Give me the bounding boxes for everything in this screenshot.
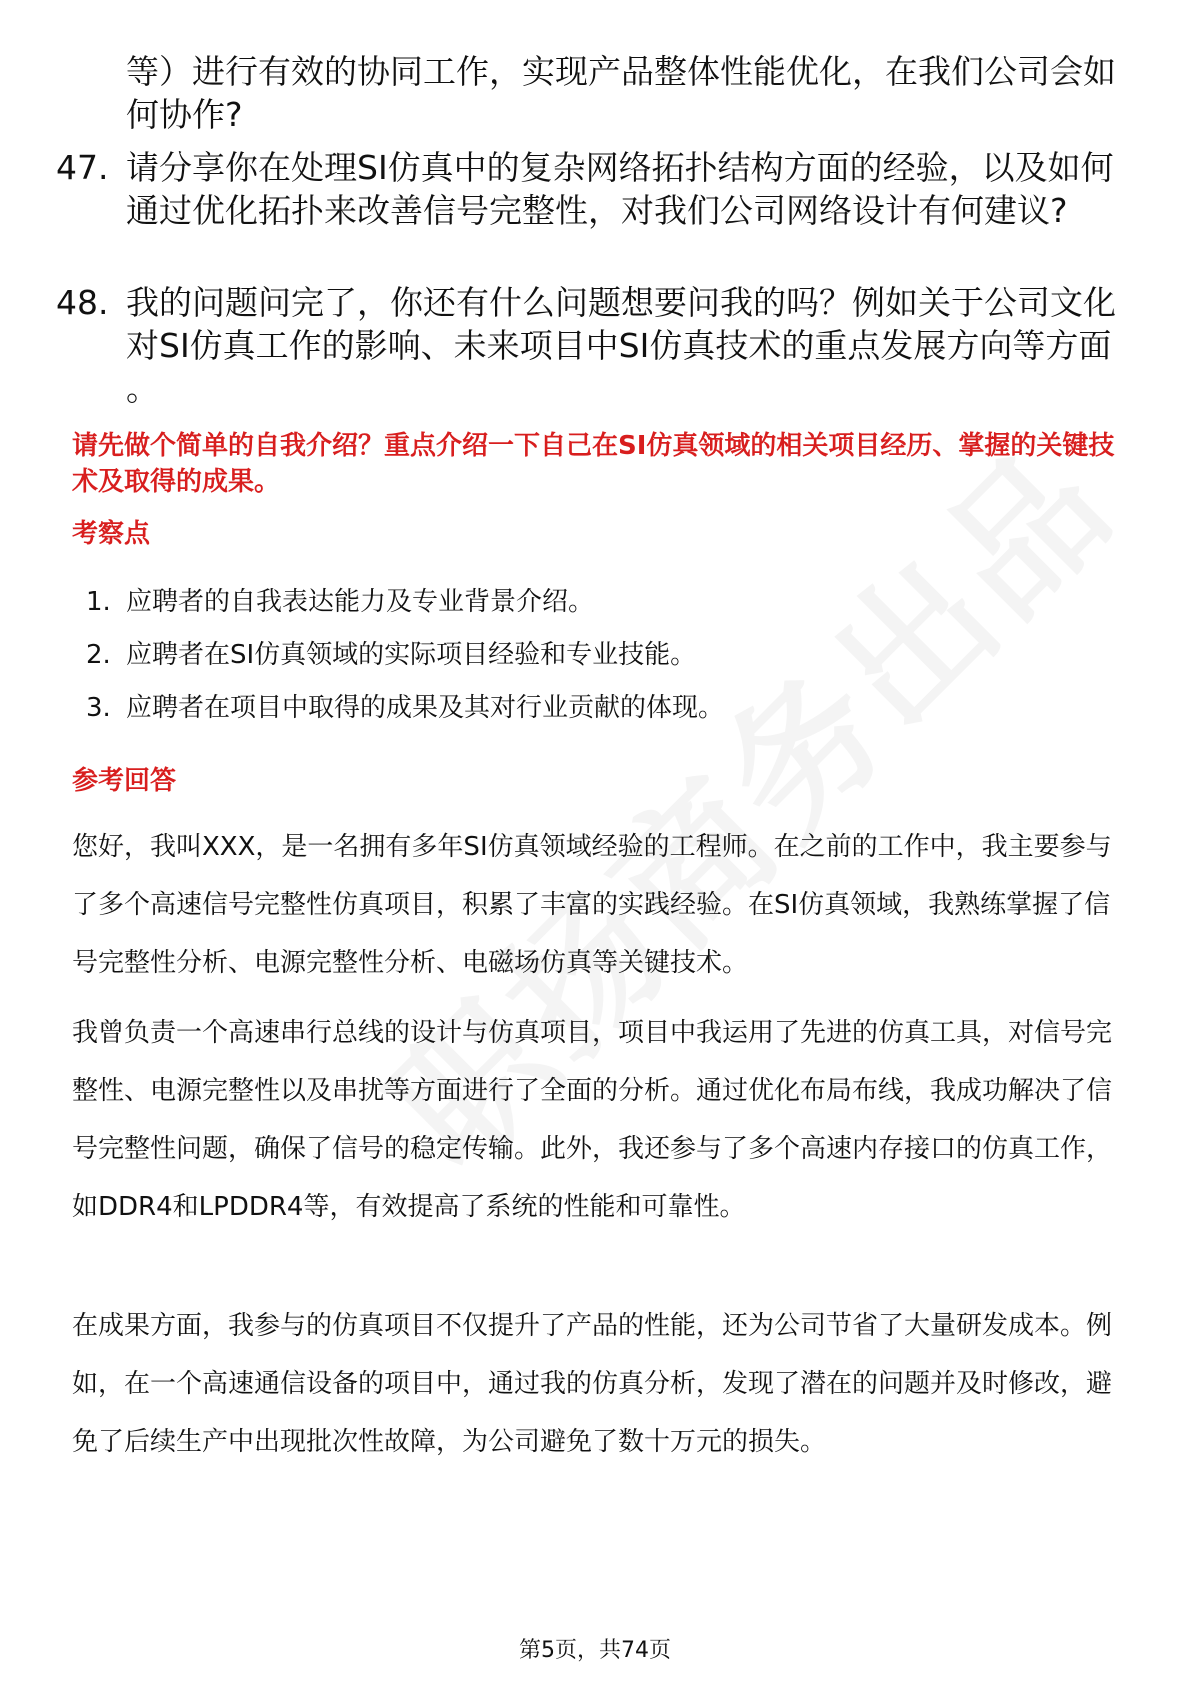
answer-title: 参考回答 — [72, 766, 177, 796]
question-text: 我的问题问完了，你还有什么问题想要问我的吗？例如关于公司文化对SI仿真工作的影响、未来项目中SI仿真技术的重点发展方向等方面 。 — [126, 283, 1116, 408]
list-item-text: 应聘者在项目中取得的成果及其对行业贡献的体现。 — [126, 693, 725, 723]
question-continuation: 等）进行有效的协同工作，实现产品整体性能优化，在我们公司会如何协作? — [126, 52, 1116, 134]
list-item — [86, 690, 1126, 726]
list-item-number: 1. — [86, 587, 111, 617]
list-item-number: 3. — [86, 693, 111, 723]
question-47 — [56, 146, 1126, 232]
list-item-text: 应聘者的自我表达能力及专业背景介绍。 — [126, 587, 595, 617]
question-text: 请分享你在处理SI仿真中的复杂网络拓扑结构方面的经验，以及如何通过优化拓扑来改善信号完整性，对我们公司网络设计有何建议? — [126, 148, 1114, 230]
question-heading: 请先做个简单的自我介绍？重点介绍一下自己在SI仿真领域的相关项目经历、掌握的关键技术及取得的成果。 — [72, 431, 1115, 497]
list-item — [86, 637, 1126, 673]
list-item-text: 应聘者在SI仿真领域的实际项目经验和专业技能。 — [126, 640, 697, 670]
answer-paragraph: 我曾负责一个高速串行总线的设计与仿真项目，项目中我运用了先进的仿真工具，对信号完整性、电源完整性以及串扰等方面进行了全面的分析。通过优化布局布线，我成功解决了信号完整性问题，确保了信号的稳定传输。此外，我还参与了多个高速内存接口的仿真工作，如DDR4和LPDDR4等，有效提高了系统的性能和可靠性。 — [72, 1018, 1113, 1222]
list-item-number: 2. — [86, 640, 111, 670]
points-title: 考察点 — [72, 519, 151, 549]
page-footer: 第5页，共74页 — [519, 1638, 671, 1663]
question-number: 48. — [56, 283, 109, 322]
answer-paragraph: 您好，我叫XXX，是一名拥有多年SI仿真领域经验的工程师。在之前的工作中，我主要参与了多个高速信号完整性仿真项目，积累了丰富的实践经验。在SI仿真领域，我熟练掌握了信号完整性分析、电源完整性分析、电磁场仿真等关键技术。 — [72, 832, 1112, 978]
answer-paragraph: 在成果方面，我参与的仿真项目不仅提升了产品的性能，还为公司节省了大量研发成本。例如，在一个高速通信设备的项目中，通过我的仿真分析，发现了潜在的问题并及时修改，避免了后续生产中出现批次性故障，为公司避免了数十万元的损失。 — [72, 1311, 1113, 1457]
question-number: 47. — [56, 148, 109, 187]
question-48 — [56, 281, 1126, 410]
list-item — [86, 584, 1126, 620]
